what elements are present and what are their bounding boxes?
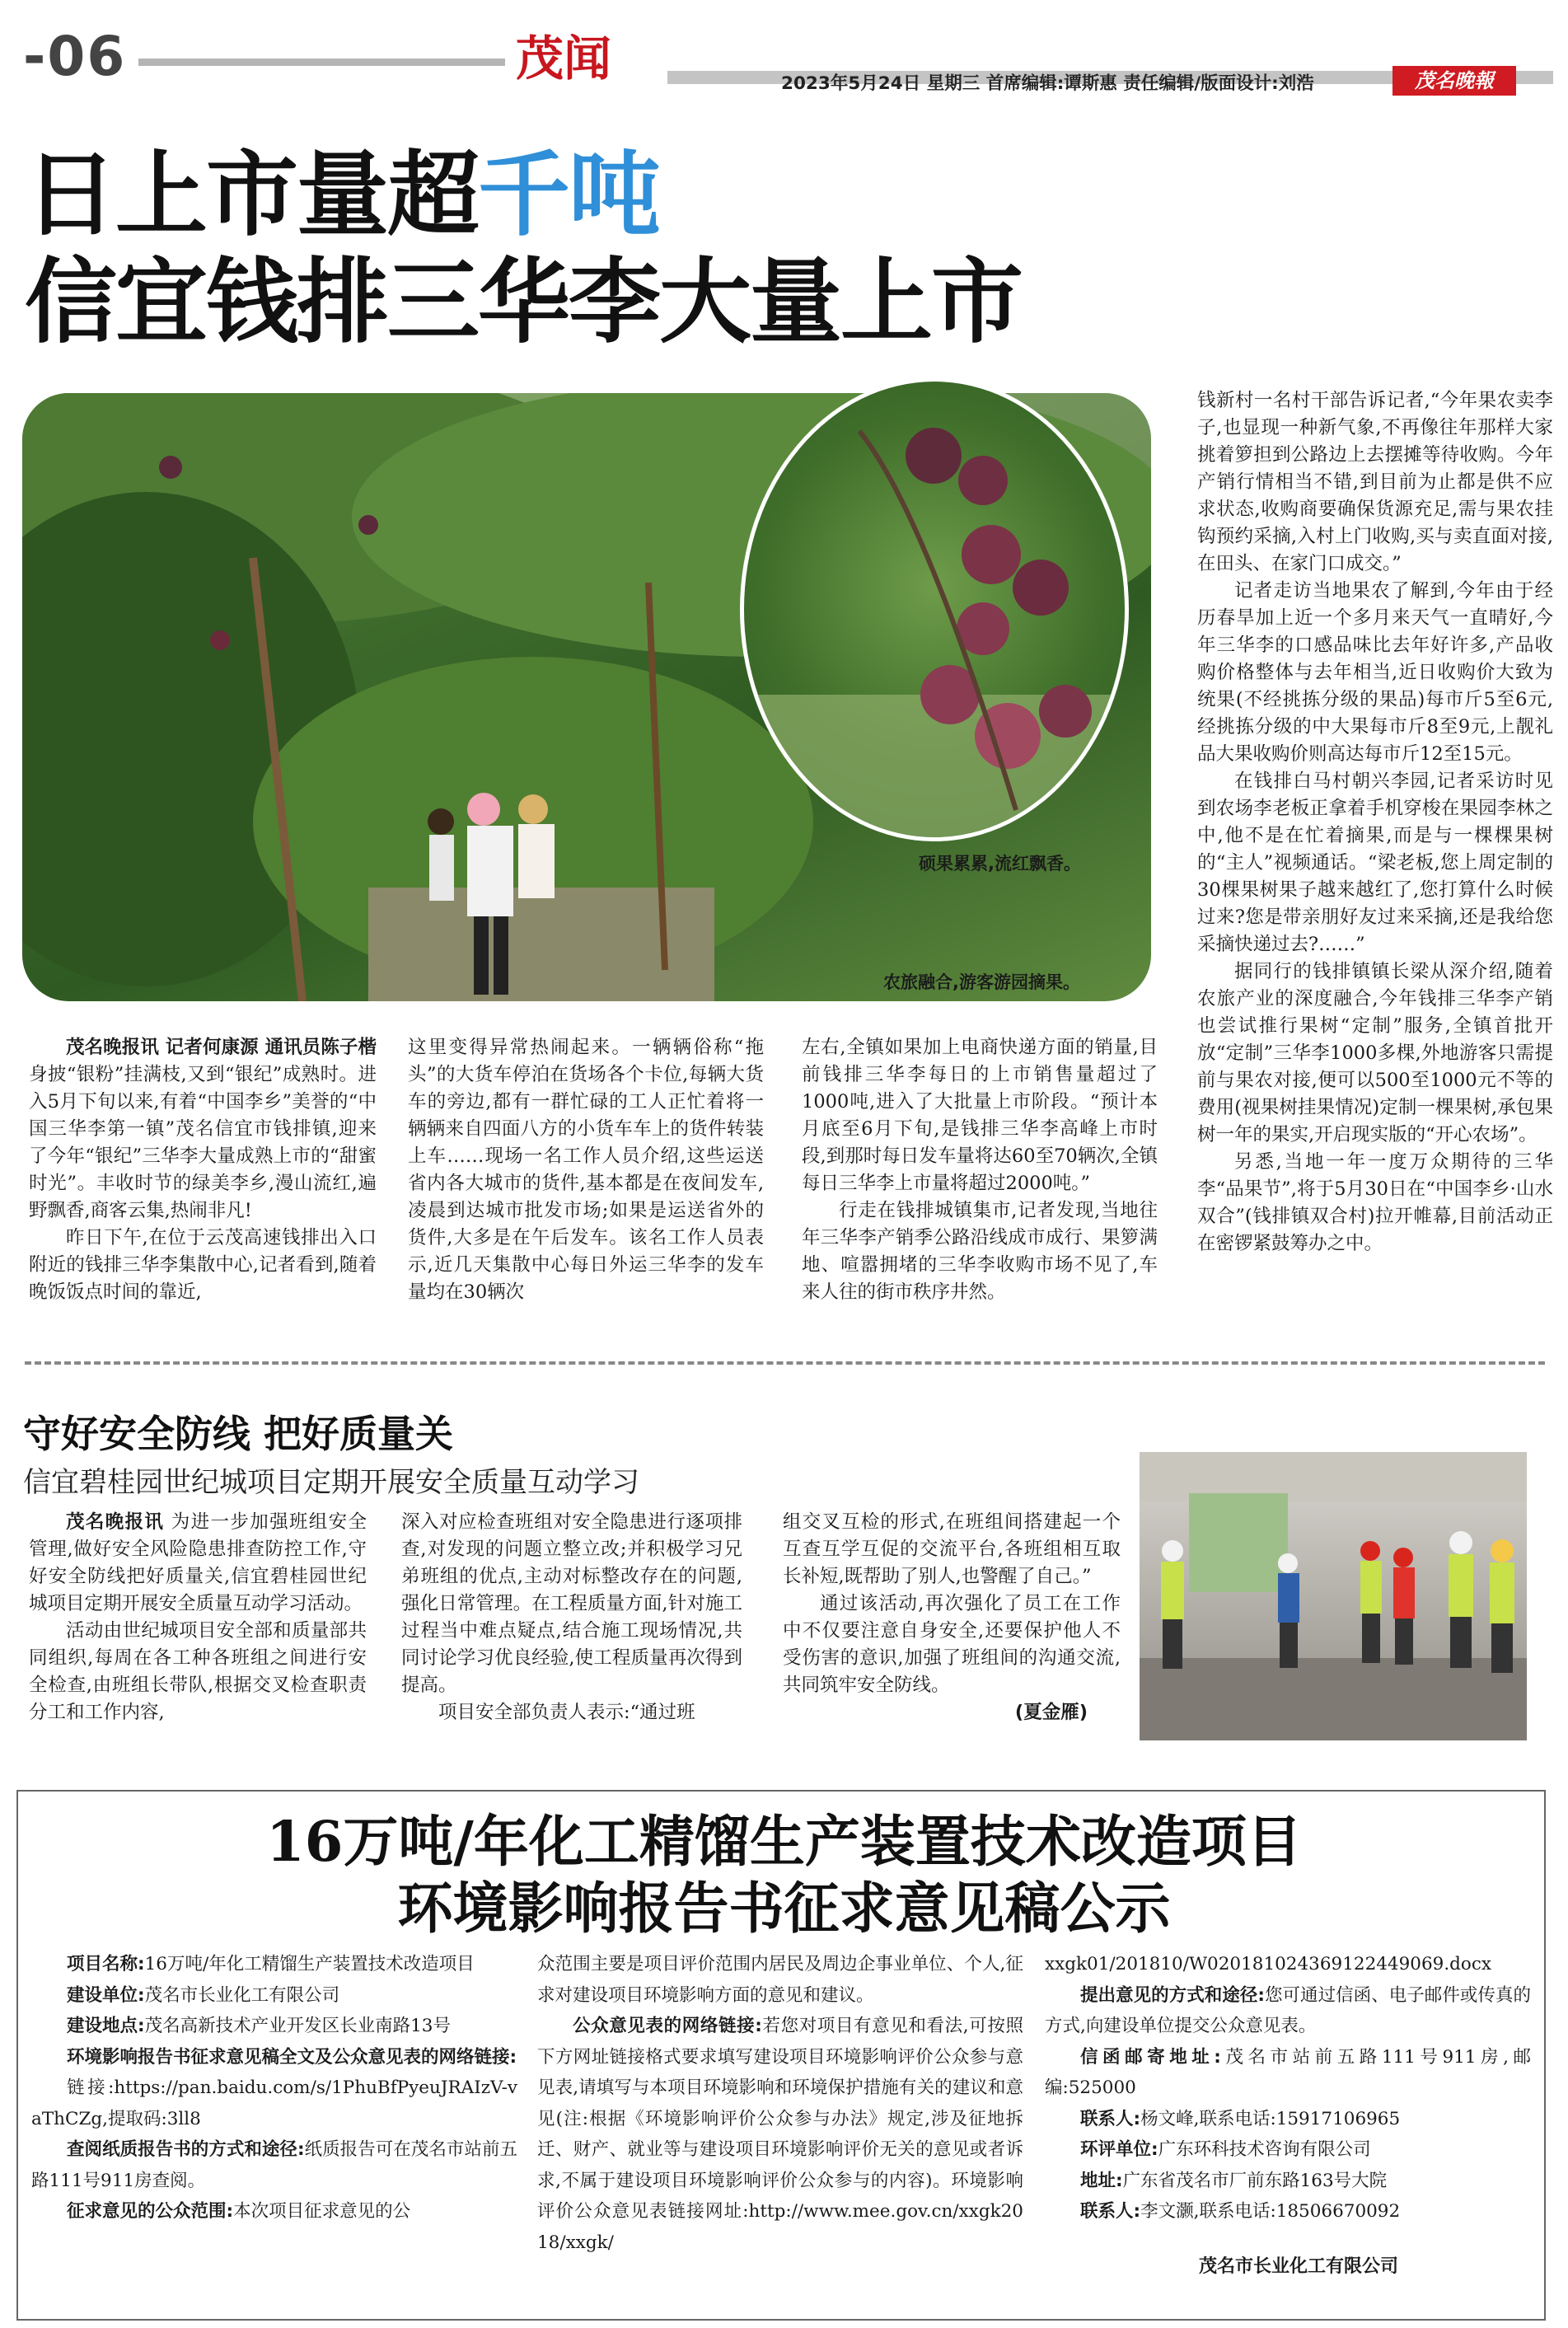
section-label: 茂闻 xyxy=(516,30,612,87)
notice-item xyxy=(1045,2134,1531,2166)
notice-column-1 xyxy=(31,1949,517,2227)
story1-column-2 xyxy=(408,1034,764,1306)
notice-item: 众范围主要是项目评价范围内居民及周边企事业单位、个人,征求对建设项目环境影响方面的意见和建议。 xyxy=(537,1954,1023,2006)
label: 建设地点: xyxy=(67,2016,145,2036)
notice-item xyxy=(31,1949,517,1980)
paragraph: 组交叉互检的形式,在班组间搭建起一个互查互学互促的交流平台,各班组相互取长补短,既帮助了别人,也警醒了自己。” xyxy=(783,1511,1121,1587)
notice-title-line1: 16万吨/年化工精馏生产装置技术改造项目 xyxy=(266,1809,1302,1874)
notice-item xyxy=(537,2011,1023,2258)
story1-right-column xyxy=(1197,387,1553,1258)
paragraph: 项目安全部负责人表示:“通过班 xyxy=(438,1702,695,1723)
paragraph: 活动由世纪城项目安全部和质量部共同组织,每周在各工种各班组之间进行安全检查,由班组长带队,根据交叉检查职责分工和工作内容, xyxy=(29,1620,367,1723)
headline-part-a: 日上市量超 xyxy=(25,142,478,249)
story2-column-1 xyxy=(29,1509,367,1726)
label: 征求意见的公众范围: xyxy=(67,2201,234,2222)
paragraph: 据同行的钱排镇镇长梁从深介绍,随着农旅产业的深度融合,今年钱排三华李产销也尝试推行果树“定制”服务,全镇首批开放“定制”三华李1000多棵,外地游客只需提前与果农对接,便可以500至1000元不等的费用(视果树挂果情况)定制一棵果树,承包果树一年的果实,开启现实版的“开心农场”。 xyxy=(1197,961,1553,1145)
page-number: -06 xyxy=(23,25,127,88)
author: (夏金雁) xyxy=(1014,1702,1088,1723)
story1-column-1 xyxy=(29,1034,377,1306)
label: 提出意见的方式和途径: xyxy=(1080,1984,1265,2006)
notice-item xyxy=(31,2011,517,2042)
notice-column-2 xyxy=(537,1949,1023,2258)
notice-item xyxy=(1045,1980,1531,2042)
paragraph: 昨日下午,在位于云茂高速钱排出入口附近的钱排三华李集散中心,记者看到,随着晚饭饭点时间的靠近, xyxy=(29,1227,377,1303)
story1-column-3 xyxy=(802,1034,1158,1306)
paper-logo: 茂名晚報 xyxy=(1392,66,1516,96)
value: 广东环科技术咨询有限公司 xyxy=(1158,2139,1371,2160)
label: 查阅纸质报告书的方式和途径: xyxy=(67,2139,305,2160)
value: 茂名高新技术产业开发区长业南路13号 xyxy=(144,2016,451,2036)
paragraph-text: 身披“银粉”挂满枝,又到“银纪”成熟时。进入5月下旬以来,有着“中国李乡”美誉的“中国三华李第一镇”茂名信宜市钱排镇,迎来了今年“银纪”三华李大量成熟上市的“甜蜜时光”。丰收时节的绿美李乡,漫山流红,遍野飘香,商客云集,热闹非凡! xyxy=(29,1064,377,1221)
story2-column-2 xyxy=(401,1509,742,1726)
value: 茂名市长业化工有限公司 xyxy=(144,1984,340,2006)
workers-illustration xyxy=(1140,1452,1527,1740)
label: 地址: xyxy=(1080,2170,1123,2191)
label: 环评单位: xyxy=(1080,2139,1158,2160)
paragraph xyxy=(29,1509,367,1618)
download-link[interactable]: 链接:https://pan.baidu.com/s/1PhuBfPyeuJRAIzV-vaThCZg,提取码:3ll8 xyxy=(31,2077,517,2129)
plums-illustration xyxy=(744,382,1125,837)
value: 您可通过信函、电子邮件或传真的方式,向建设单位提交公众意见表。 xyxy=(1045,1984,1531,2036)
caption-plums: 硕果累累,流红飘香。 xyxy=(919,854,1081,874)
header-rule-left xyxy=(138,59,505,66)
paragraph: 另悉,当地一年一度万众期待的三华李“品果节”,将于5月30日在“中国李乡·山水双合”(钱排镇双合村)拉开帷幕,目前活动正在密锣紧鼓筹办之中。 xyxy=(1197,1151,1553,1254)
photo-construction-workers xyxy=(1140,1452,1527,1740)
story1-headline-line2: 信宜钱排三华李大量上市 xyxy=(25,249,1022,356)
value: 广东省茂名市厂前东路163号大院 xyxy=(1122,2170,1388,2191)
notice-item xyxy=(1045,2196,1531,2227)
notice-item xyxy=(31,2196,517,2227)
value: 本次项目征求意见的公 xyxy=(233,2201,411,2222)
photo-plums-closeup xyxy=(740,377,1129,841)
paragraph: 左右,全镇如果加上电商快递方面的销量,目前钱排三华李每日的上市销售量超过了1000吨,进入了大批量上市阶段。“预计本月底至6月下旬,是钱排三华李高峰上市时段,到那时每日发车量将达60至70辆次,全镇每日三华李上市量将超过2000吨。” xyxy=(802,1037,1158,1194)
paragraph: 在钱排白马村朝兴李园,记者采访时见到农场李老板正拿着手机穿梭在果园李林之中,他不是在忙着摘果,而是与一棵棵果树的“主人”视频通话。“梁老板,您上周定制的30棵果树果子越来越红了,您打算什么时候过来?您是带亲朋好友过来采摘,还是我给您采摘快递过去?……” xyxy=(1197,771,1553,955)
notice-column-3 xyxy=(1045,1949,1531,2227)
notice-item xyxy=(1045,2166,1531,2197)
story2-column-3 xyxy=(783,1509,1121,1726)
paragraph: 行走在钱排城镇集市,记者发现,当地往年三华李产销季公路沿线成市成行、果箩满地、喧嚣拥堵的三华李收购市场不见了,车来人往的街市秩序井然。 xyxy=(802,1200,1158,1303)
paragraph: 通过该活动,再次强化了员工在工作中不仅要注意自身安全,还要保护他人不受伤害的意识,加强了班组间的沟通交流,共同筑牢安全防线。 xyxy=(783,1593,1121,1696)
notice-item xyxy=(1045,2104,1531,2135)
byline: 茂名晚报讯 记者何康源 通讯员陈子楷 xyxy=(66,1037,377,1058)
header-info: 2023年5月24日 星期三 首席编辑:谭斯惠 责任编辑/版面设计:刘浩 xyxy=(781,73,1314,94)
section-divider xyxy=(25,1361,1545,1365)
label: 联系人: xyxy=(1080,2201,1141,2222)
value: 16万吨/年化工精馏生产装置技术改造项目 xyxy=(144,1954,475,1974)
paragraph xyxy=(29,1034,377,1225)
caption-visitors: 农旅融合,游客游园摘果。 xyxy=(883,972,1080,992)
notice-item xyxy=(31,2134,517,2196)
value: 茂名市站前五路111号911房,邮编:525000 xyxy=(1045,2046,1531,2098)
label: 联系人: xyxy=(1080,2108,1141,2129)
label: 项目名称: xyxy=(67,1954,145,1974)
byline: 茂名晚报讯 xyxy=(66,1511,165,1533)
notice-title-line2: 环境影响报告书征求意见稿公示 xyxy=(397,1876,1171,1941)
story2-headline: 守好安全防线 把好质量关 xyxy=(23,1412,454,1456)
notice-item xyxy=(31,2042,517,2073)
headline-highlight: 千吨 xyxy=(478,142,659,249)
story1-headline-line1 xyxy=(25,142,659,249)
notice-item[interactable]: xxgk01/201810/W020181024369122449069.docx xyxy=(1045,1954,1492,1974)
label: 信函邮寄地址: xyxy=(1080,2046,1221,2068)
value: 李文灏,联系电话:18506670092 xyxy=(1140,2201,1401,2222)
value: 若您对项目有意见和看法,可按照下方网址链接格式要求填写建设项目环境影响评价公众参与意见表,请填写与本项目环境影响和环境保护措施有关的建议和意见(注:根据《环境影响评价公众参与办法》规定,涉及征地拆迁、财产、就业等与建设项目环境影响评价无关的意见或者诉求,不属于建设项目环境影响评价公众参与的内容)。环境影响评价公众意见表链接网址:http://www.mee.gov.cn/xxgk2018/xxgk/ xyxy=(537,2016,1023,2253)
paragraph: 深入对应检查班组对安全隐患进行逐项排查,对发现的问题立整立改;并积极学习兄弟班组的优点,主动对标整改存在的问题,强化日常管理。在工程质量方面,针对施工过程当中难点疑点,结合施工现场情况,共同讨论学习优良经验,使工程质量再次得到提高。 xyxy=(401,1511,742,1696)
notice-item xyxy=(31,2073,517,2134)
paragraph: 钱新村一名村干部告诉记者,“今年果农卖李子,也显现一种新气象,不再像往年那样大家挑着箩担到公路边上去摆摊等待收购。今年产销行情相当不错,到目前为止都是供不应求状态,收购商要确保货源充足,需与果农挂钩预约采摘,入村上门收购,买与卖直面对接,在田头、在家门口成交。” xyxy=(1197,390,1553,574)
value: 纸质报告可在茂名市站前五路111号911房查阅。 xyxy=(31,2139,517,2191)
story2-subheadline: 信宜碧桂园世纪城项目定期开展安全质量互动学习 xyxy=(23,1466,639,1499)
notice-item xyxy=(31,1980,517,2012)
notice-signature: 茂名市长业化工有限公司 xyxy=(1199,2256,1399,2277)
label: 环境影响报告书征求意见稿全文及公众意见表的网络链接: xyxy=(67,2046,517,2068)
paragraph: 这里变得异常热闹起来。一辆辆俗称“拖头”的大货车停泊在货场各个卡位,每辆大货车的旁边,都有一群忙碌的工人正忙着将一辆辆来自四面八方的小货车车上的货件转装上车……现场一名工作人员介绍,这些运送省内各大城市的货件,基本都是在夜间发车,凌晨到达城市批发市场;如果是运送省外的货件,大多是在午后发车。该名工作人员表示,近几天集散中心每日外运三华李的发车量均在30辆次 xyxy=(408,1037,764,1303)
paragraph-text: 为进一步加强班组安全管理,做好安全风险隐患排查防控工作,守好安全防线把好质量关,信宜碧桂园世纪城项目定期开展安全质量互动学习活动。 xyxy=(29,1511,367,1614)
value: 杨文峰,联系电话:15917106965 xyxy=(1140,2108,1401,2129)
paragraph: 记者走访当地果农了解到,今年由于经历春旱加上近一个多月来天气一直晴好,今年三华李的口感品味比去年好许多,产品收购价格整体与去年相当,近日收购价大致为统果(不经挑拣分级的果品)每市斤5至6元,经挑拣分级的中大果每市斤8至9元,上靓礼品大果收购价则高达每市斤12至15元。 xyxy=(1197,580,1553,765)
label: 公众意见表的网络链接: xyxy=(573,2016,762,2036)
label: 建设单位: xyxy=(67,1984,145,2006)
notice-item xyxy=(1045,2042,1531,2104)
